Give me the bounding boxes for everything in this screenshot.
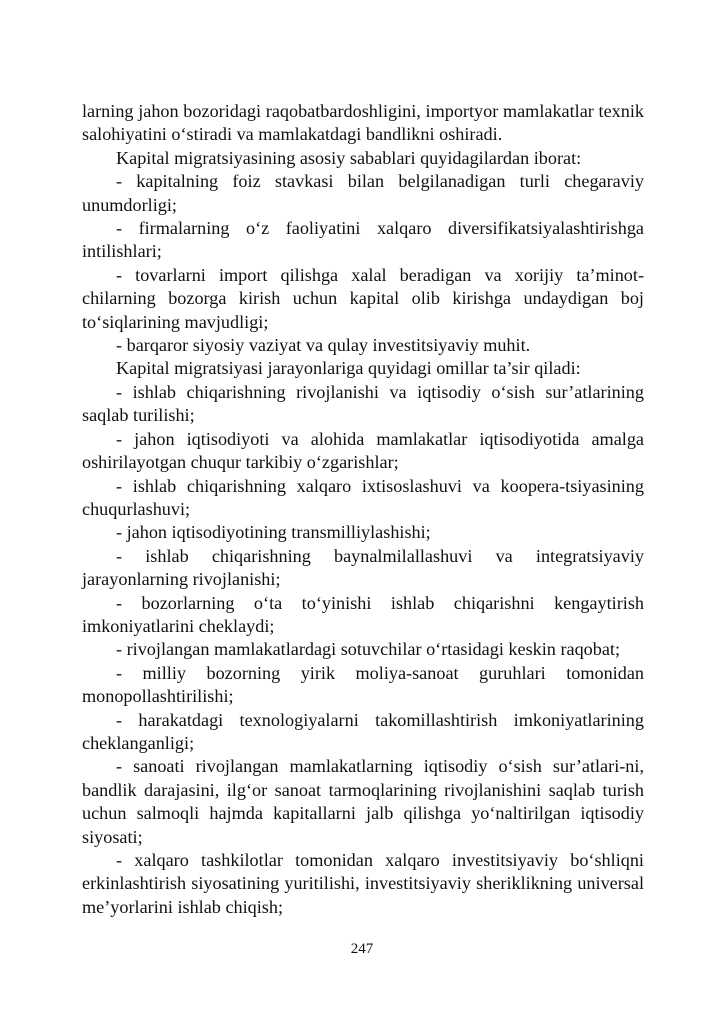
list-item-cause: - firmalarning o‘z faoliyatini xalqaro diversifikatsiyalashtirishga intilishlari; <box>82 218 644 262</box>
list-item-factor: - ishlab chiqarishning rivojlanishi va iqtisodiy o‘sish sur’atlarining saqlab turilishi; <box>82 381 644 426</box>
page-number: 247 <box>350 941 374 957</box>
list-item-factor: - bozorlarning o‘ta to‘yinishi ishlab chiqarishni kengaytirish imkoniyatlarini cheklaydi; <box>82 592 644 636</box>
list-item-factor: - sanoati rivojlangan mamlakatlarning iqtisodiy o‘sish sur’atlari-ni, bandlik darajasini, ilg‘or sanoat tarmoqlarining rivojlanishini saqlab turish uchun salmoqli hajmda kapitallarni jalb qilishga yo‘naltirilgan iqtisodiy siyosati; <box>82 756 644 847</box>
list-item-factor: - harakatdagi texnologiyalarni takomillashtirish imkoniyatlarining cheklanganligi; <box>82 709 644 753</box>
list-item-cause: - tovarlarni import qilishga xalal beradigan va xorijiy ta’minot-chilarning bozorga kirish uchun kapital olib kirishga undaydigan boj to‘siqlarining mavjudligi; <box>82 264 644 332</box>
list-item-factor: - xalqaro tashkilotlar tomonidan xalqaro investitsiyaviy bo‘shliqni erkinlashtirish siyosatining yuritilishi, investitsiyaviy sheriklikning universal me’yorlarini ishlab chiqish; <box>82 850 644 917</box>
page-body <box>82 100 644 919</box>
list-item-factor: - ishlab chiqarishning xalqaro ixtisoslashuvi va koopera-tsiyasining chuqurlashuvi; <box>82 475 644 519</box>
list-item-factor: - milliy bozorning yirik moliya-sanoat guruhlari tomonidan monopollashtirilishi; <box>82 662 644 707</box>
list-item-factor: - jahon iqtisodiyotining transmilliylashishi; <box>116 522 431 543</box>
list-item-cause: - barqaror siyosiy vaziyat va qulay investitsiyaviy muhit. <box>116 335 531 356</box>
list-item-factor: - ishlab chiqarishning baynalmilallashuvi va integratsiyaviy jarayonlarning rivojlanishi; <box>82 545 644 590</box>
list-item-cause: - kapitalning foiz stavkasi bilan belgilanadigan turli chegaraviy unumdorligi; <box>82 171 644 215</box>
paragraph-continuation: larning jahon bozoridagi raqobatbardoshligini, importyor mamlakatlar texnik salohiyatini o‘stiradi va mamlakatdagi bandlikni oshiradi. <box>82 101 644 145</box>
list-item-factor: - jahon iqtisodiyoti va alohida mamlakatlar iqtisodiyotida amalga oshirilayotgan chuqur tarkibiy o‘zgarishlar; <box>82 428 644 473</box>
paragraph-causes-intro: Kapital migratsiyasining asosiy sabablari quyidagilardan iborat: <box>116 147 582 168</box>
paragraph-factors-intro: Kapital migratsiyasi jarayonlariga quyidagi omillar ta’sir qiladi: <box>116 358 581 379</box>
list-item-factor: - rivojlangan mamlakatlardagi sotuvchilar o‘rtasidagi keskin raqobat; <box>116 639 621 660</box>
